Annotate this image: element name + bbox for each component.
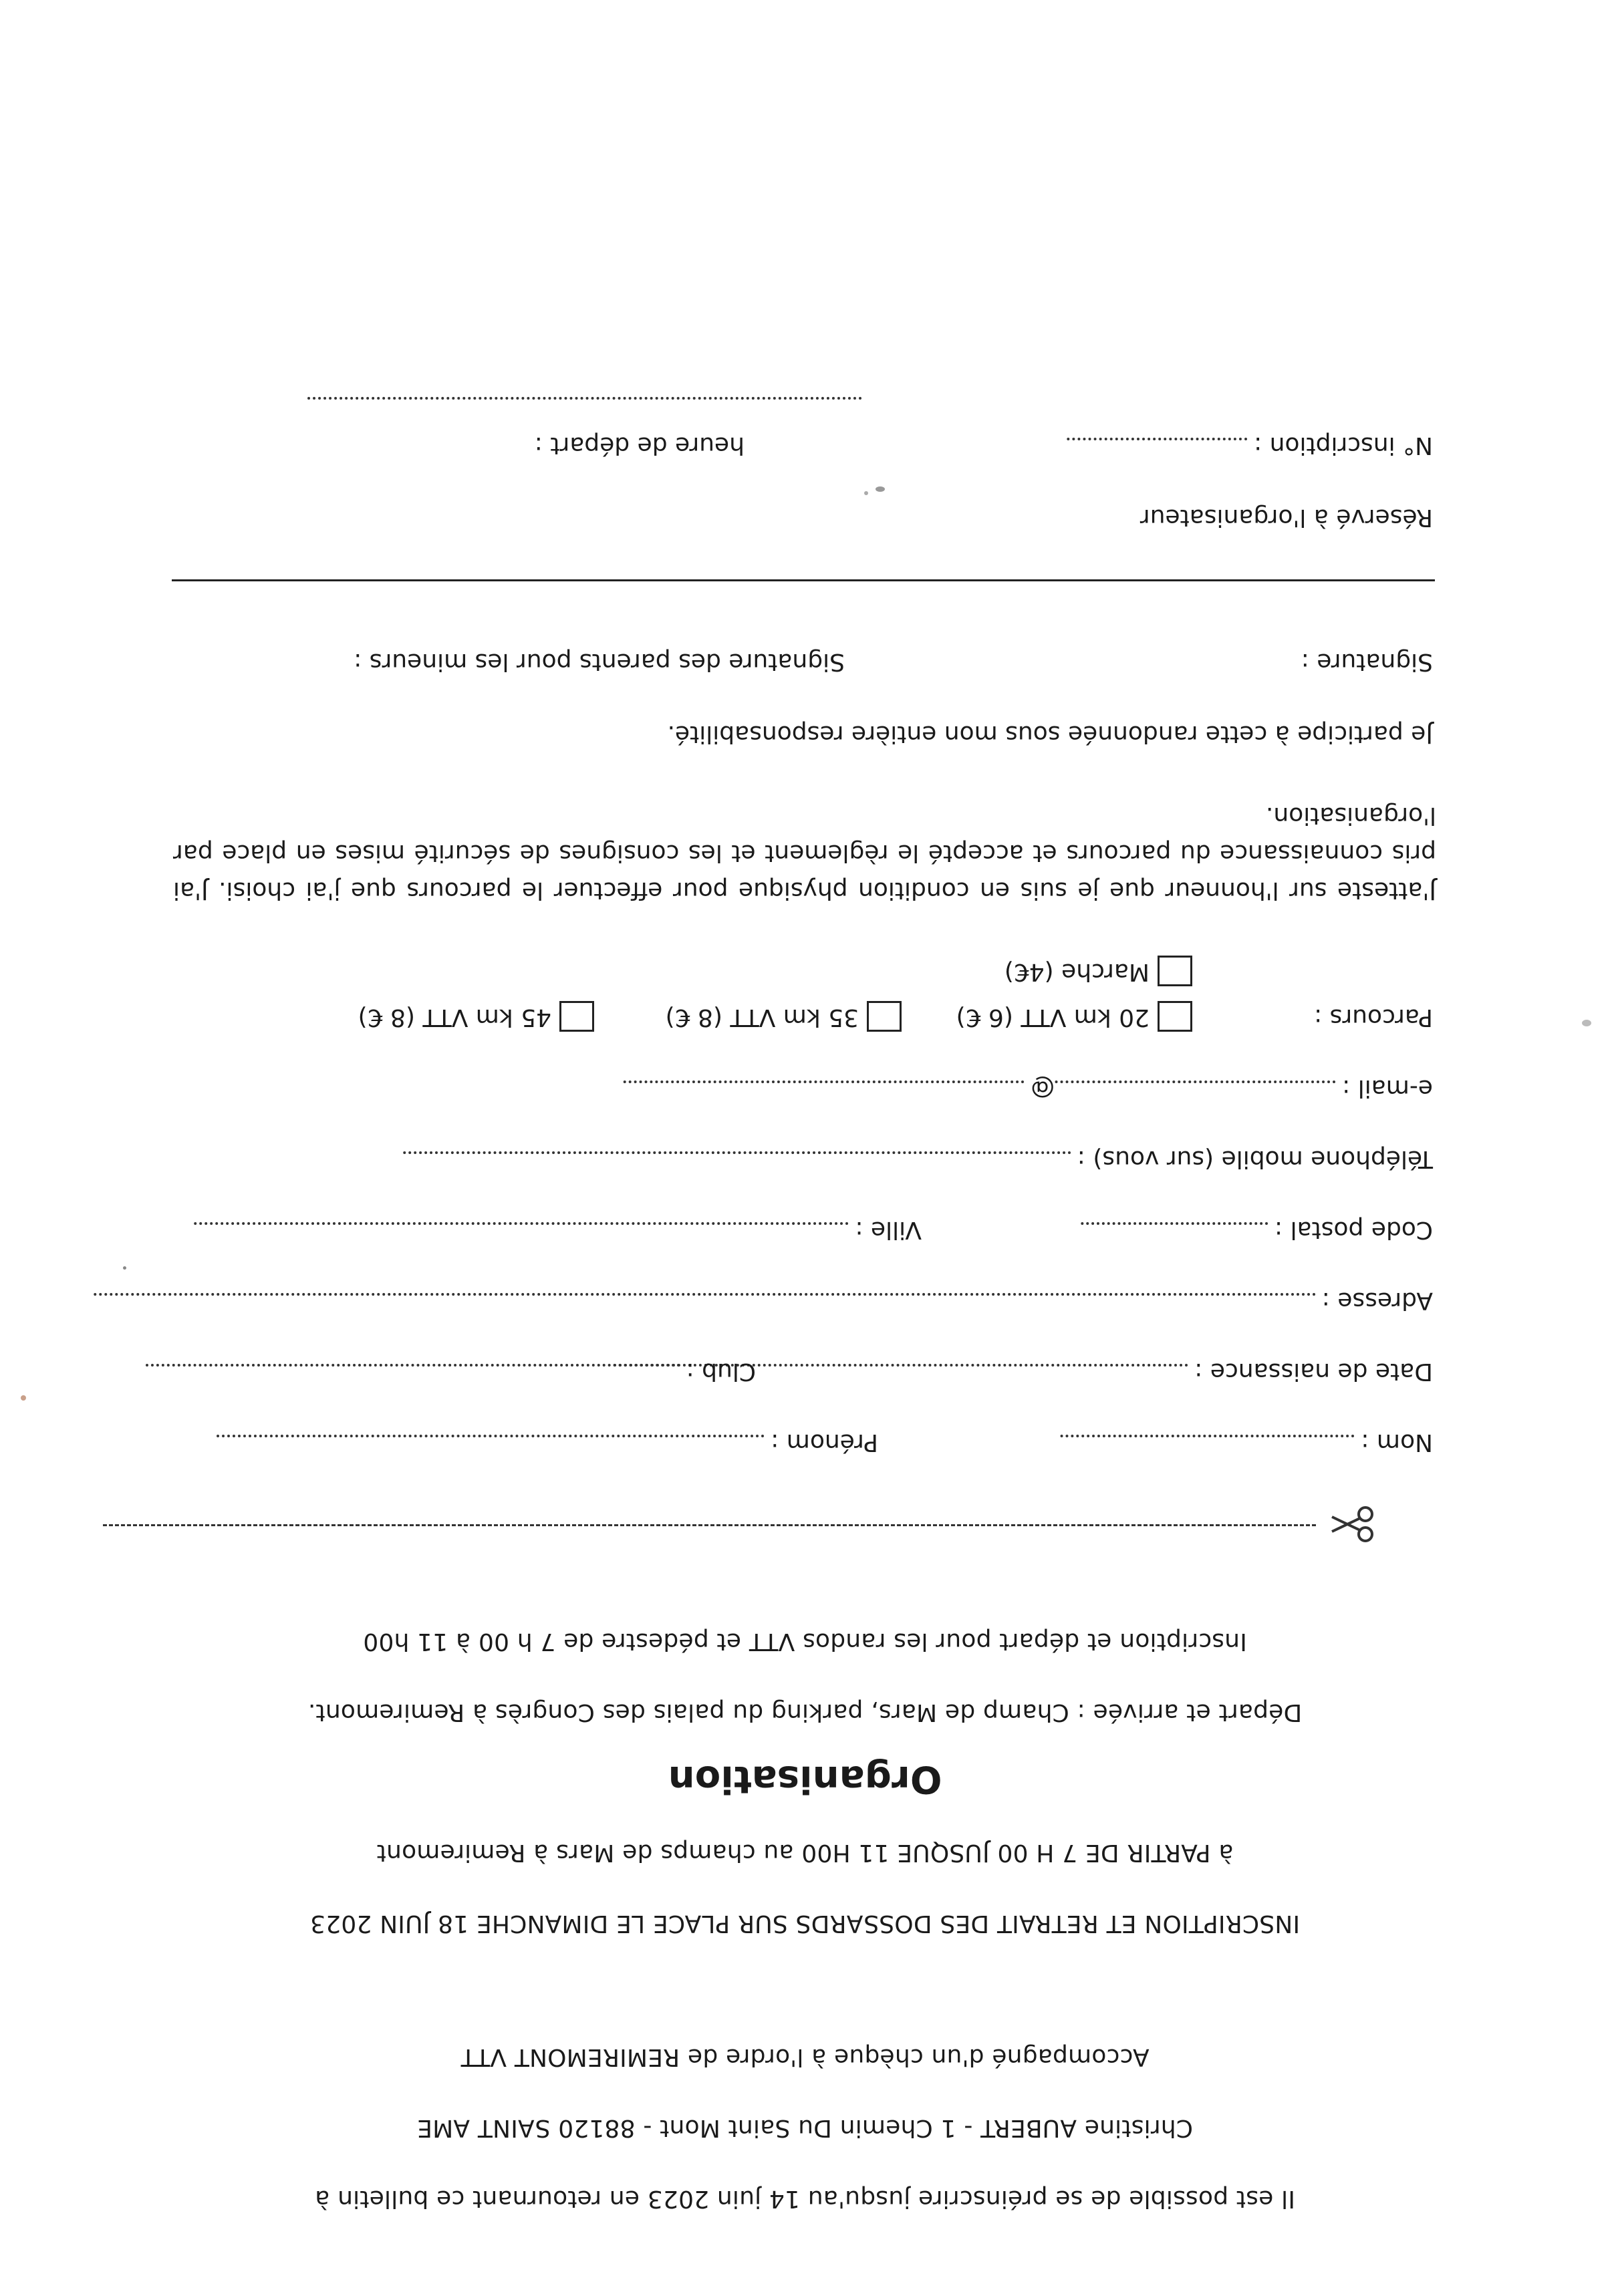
- adresse-dots: [92, 1293, 1315, 1296]
- adresse-field[interactable]: [92, 1288, 1433, 1312]
- adresse-label: Adresse :: [1321, 1287, 1433, 1314]
- parcours-45km-label: 45 km VTT (8 €): [358, 1004, 551, 1031]
- organisation-line-2: Inscription et départ pour les randos VTT et pédestre de 7 h 00 à 11 h00: [363, 1628, 1247, 1655]
- signature-parents-label: Signature des parents pour les mineurs :: [354, 648, 845, 676]
- scan-speck: [876, 486, 885, 492]
- participation-text: Je participe à cette randonnée sous mon entière responsabilité.: [667, 720, 1433, 748]
- ville-label: Ville :: [855, 1216, 922, 1244]
- code-postal-label: Code postal :: [1274, 1216, 1433, 1244]
- address-line: Christine AUBERT - 1 Chemin Du Saint Mont - 88120 SAINT AME: [417, 2114, 1193, 2142]
- signature-label: Signature :: [1301, 648, 1433, 676]
- prenom-label: Prénom :: [771, 1429, 878, 1456]
- parcours-label: Parcours :: [1314, 1004, 1433, 1031]
- email-field[interactable]: [623, 1076, 1433, 1100]
- parcours-20km-label: 20 km VTT (6 €): [956, 1004, 1150, 1031]
- email-label: e-mail :: [1342, 1074, 1433, 1102]
- heure-depart-label: heure de départ :: [534, 432, 745, 459]
- notice-line-2: à PARTIR DE 7 H 00 JUSQUE 11 H00 au champs de Mars à Remiremont: [376, 1839, 1234, 1866]
- ville-field[interactable]: [193, 1217, 922, 1242]
- parcours-marche-checkbox[interactable]: [1158, 956, 1192, 986]
- inscription-number-label: N° inscription :: [1254, 432, 1433, 459]
- inscription-number-field[interactable]: [1067, 433, 1433, 457]
- club-field[interactable]: [145, 1359, 756, 1383]
- code-postal-field[interactable]: [1081, 1217, 1433, 1242]
- prenom-dots: [216, 1435, 764, 1438]
- code-postal-dots: [1081, 1222, 1268, 1226]
- telephone-dots: [402, 1151, 1071, 1155]
- organisation-title: Organisation: [668, 1757, 942, 1801]
- nom-dots: [1060, 1435, 1354, 1438]
- organizer-title: Réservé à l'organisateur: [1139, 504, 1433, 531]
- club-label: Club :: [686, 1358, 756, 1385]
- nom-field[interactable]: [1060, 1430, 1433, 1454]
- club-dots: [145, 1364, 680, 1367]
- telephone-label: Téléphone mobile (sur vous) :: [1077, 1145, 1433, 1173]
- organisation-line-1: Départ et arrivée : Champ de Mars, parking du palais des Congrès à Remiremont.: [307, 1699, 1303, 1726]
- preinscription-line: Il est possible de se préinscrire jusqu'au 14 juin 2023 en retournant ce bulletin à: [315, 2185, 1295, 2212]
- cheque-line: Accompagné d'un chèque à l'ordre de REMIREMONT VTT: [460, 2043, 1150, 2071]
- telephone-field[interactable]: [402, 1147, 1433, 1171]
- scan-speck: [21, 1395, 26, 1401]
- scan-speck: [123, 1266, 126, 1270]
- scan-speck: [864, 491, 868, 495]
- parcours-35km-label: 35 km VTT (8 €): [665, 1004, 859, 1031]
- ville-dots: [193, 1222, 848, 1226]
- section-divider: [172, 579, 1435, 581]
- date-naissance-label: Date de naissance :: [1194, 1358, 1433, 1385]
- scissors-icon: [1329, 1501, 1376, 1548]
- nom-label: Nom :: [1361, 1429, 1433, 1456]
- email-dots-left: [1055, 1081, 1335, 1084]
- heure-depart-dots: [307, 397, 861, 400]
- notice-line-1: INSCRIPTION ET RETRAIT DES DOSSARDS SUR PLACE LE DIMANCHE 18 JUIN 2023: [309, 1910, 1301, 1937]
- parcours-35km-checkbox[interactable]: [867, 1001, 902, 1032]
- scan-speck: [1582, 1020, 1591, 1026]
- email-at-sign: @: [1031, 1074, 1055, 1102]
- parcours-marche-label: Marche (4€): [1004, 958, 1150, 986]
- parcours-20km-checkbox[interactable]: [1158, 1001, 1192, 1032]
- cut-dashed-rule: [103, 1524, 1316, 1526]
- inscription-number-dots: [1067, 438, 1247, 441]
- attestation-text: J'atteste sur l'honneur que je suis en condition physique pour effectuer le parcours que j'ai choisi. J'ai pris connaissance du parcours et accepté le règlement et les consignes de sécurité mises en place par l'organisation.: [173, 802, 1436, 904]
- email-dots-right: [623, 1081, 1024, 1084]
- prenom-field[interactable]: [216, 1430, 878, 1454]
- parcours-45km-checkbox[interactable]: [559, 1001, 594, 1032]
